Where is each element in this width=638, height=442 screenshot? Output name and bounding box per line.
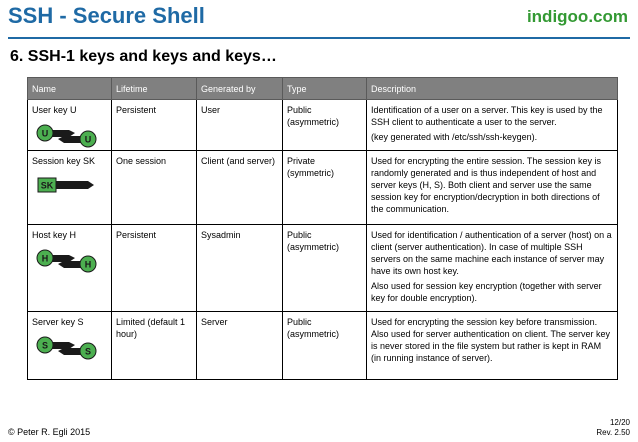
description-paragraph: (key generated with /etc/ssh/ssh-keygen).	[371, 132, 538, 142]
revision-text: Rev. 2.50	[596, 428, 630, 437]
key-letter: S	[84, 346, 92, 357]
key-name: Session key SK	[32, 156, 96, 166]
cell-description	[367, 151, 618, 225]
table-row	[28, 312, 618, 380]
description-paragraph: Used for encrypting the session key before transmission. Also used for server authentication on client. The server key is never stored in the file system but rather is kept in RAM (in running instance of server).	[371, 317, 610, 363]
title-divider	[8, 37, 630, 39]
table-row	[28, 100, 618, 151]
cell-type: Public (asymmetric)	[283, 312, 367, 380]
column-header-type: Type	[283, 78, 367, 100]
cell-generated-by: User	[197, 100, 283, 151]
cell-lifetime: One session	[112, 151, 197, 225]
cell-description	[367, 225, 618, 312]
key-pair-icon	[36, 124, 98, 148]
page-number: 12/20	[609, 418, 630, 427]
key-letter: U	[41, 128, 49, 139]
key-name: Host key H	[32, 230, 77, 240]
cell-type: Private (symmetric)	[283, 151, 367, 225]
cell-name	[28, 312, 112, 380]
cell-type: Public (asymmetric)	[283, 100, 367, 151]
cell-lifetime: Persistent	[112, 100, 197, 151]
cell-name	[28, 225, 112, 312]
session-key-icon	[36, 175, 98, 195]
key-letter: H	[84, 259, 92, 270]
cell-generated-by: Server	[197, 312, 283, 380]
column-header-lifetime: Lifetime	[112, 78, 197, 100]
cell-lifetime: Persistent	[112, 225, 197, 312]
key-pair-icon	[36, 336, 98, 360]
key-letter: H	[41, 253, 49, 264]
cell-name	[28, 151, 112, 225]
table-header-row	[28, 78, 618, 100]
column-header-name: Name	[28, 78, 112, 100]
description-paragraph: Also used for session key encryption (together with server key for double encryption).	[371, 281, 602, 303]
keys-table	[27, 77, 618, 380]
table-row	[28, 225, 618, 312]
key-letter: S	[41, 340, 49, 351]
cell-type: Public (asymmetric)	[283, 225, 367, 312]
cell-generated-by: Client (and server)	[197, 151, 283, 225]
description-paragraph: Used for encrypting the entire session. The session key is randomly generated and is thus independent of host and server keys (H, S). Both client and server use the same session key for encryption/decryption in both directions of the communication.	[371, 156, 601, 214]
cell-description	[367, 312, 618, 380]
cell-description	[367, 100, 618, 151]
cell-generated-by: Sysadmin	[197, 225, 283, 312]
key-blade	[54, 181, 94, 189]
description-paragraph: Used for identification / authentication of a server (host) on a client (server authentication). In case of multiple SSH servers on the same machine each instance of server may have its own host key.	[371, 230, 612, 276]
cell-name	[28, 100, 112, 151]
key-pair-icon	[36, 249, 98, 273]
table-body	[28, 100, 618, 380]
brand-logo-text: indigoo.com	[526, 7, 628, 26]
description-paragraph: Identification of a user on a server. This key is used by the SSH client to authenticate a user to the server.	[371, 105, 603, 127]
key-letter: SK	[40, 180, 54, 191]
page-title: SSH - Secure Shell	[8, 3, 205, 28]
key-name: User key U	[32, 105, 77, 115]
column-header-description: Description	[367, 78, 618, 100]
table-row	[28, 151, 618, 225]
column-header-generated-by: Generated by	[197, 78, 283, 100]
key-name: Server key S	[32, 317, 84, 327]
page-info	[596, 418, 630, 438]
key-letter: U	[84, 134, 92, 145]
copyright-text: © Peter R. Egli 2015	[8, 427, 91, 437]
slide-subtitle: 6. SSH-1 keys and keys and keys…	[10, 48, 277, 65]
cell-lifetime: Limited (default 1 hour)	[112, 312, 197, 380]
key-single	[38, 178, 94, 192]
